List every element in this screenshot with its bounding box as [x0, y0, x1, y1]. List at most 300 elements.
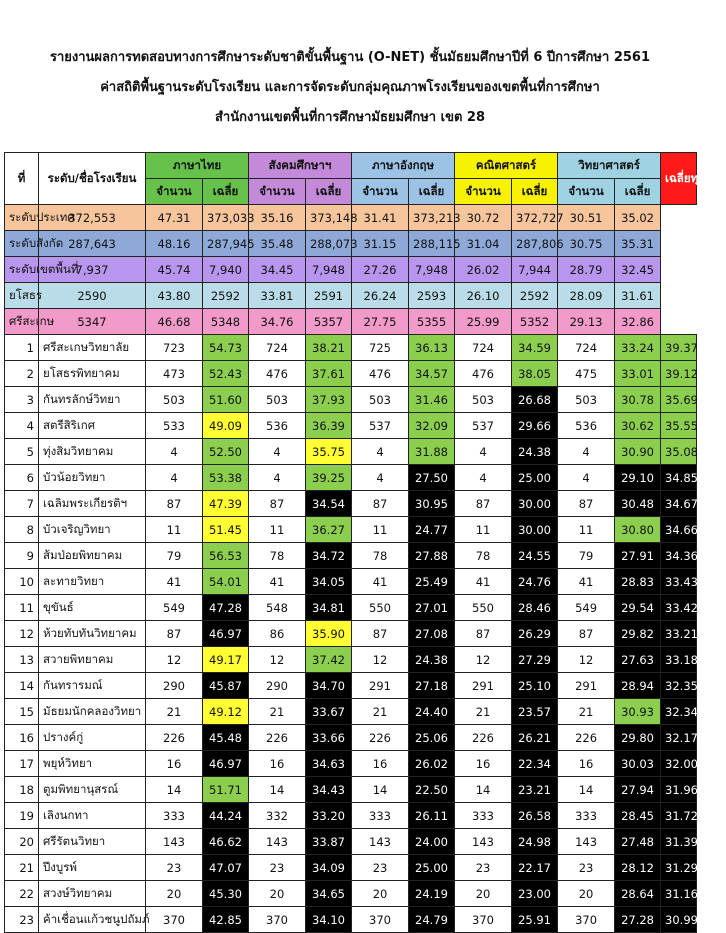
mean-cell: 45.87 [203, 673, 249, 699]
count-cell: 370 [558, 907, 615, 933]
count-cell: 537 [455, 413, 512, 439]
mean-cell: 31.46 [409, 387, 455, 413]
count-cell: 11 [249, 517, 306, 543]
count-cell: 78 [352, 543, 409, 569]
table-row [5, 673, 697, 699]
mean-cell: 54.01 [203, 569, 249, 595]
count-cell: 550 [455, 595, 512, 621]
table-row [5, 699, 697, 725]
overall-cell: 35.08 [661, 439, 697, 465]
mean-cell: 52.50 [203, 439, 249, 465]
count-cell: 226 [455, 725, 512, 751]
overall-header: เฉลี่ยทุกวิชา [661, 153, 697, 205]
mean-cell: 29.54 [615, 595, 661, 621]
count-cell: 41 [558, 569, 615, 595]
row-number: 11 [5, 595, 39, 621]
school-name: มัธยมนักคลองวิทยา [39, 699, 146, 725]
school-name: สวงษ์วิทยาคม [39, 881, 146, 907]
mean-header: เฉลี่ย [203, 179, 249, 205]
mean-cell: 49.09 [203, 413, 249, 439]
overall-cell: 31.16 [661, 881, 697, 907]
mean-cell: 49.12 [203, 699, 249, 725]
count-cell: 548 [249, 595, 306, 621]
count-cell: 20 [249, 881, 306, 907]
table-row [5, 491, 697, 517]
row-number: 19 [5, 803, 39, 829]
count-cell: 503 [455, 387, 512, 413]
count-header: จำนวน [146, 179, 203, 205]
mean-cell: 24.38 [512, 439, 558, 465]
mean-cell: 34.43 [306, 777, 352, 803]
row-number: 13 [5, 647, 39, 673]
count-cell: 370 [146, 907, 203, 933]
count-cell: 4 [455, 465, 512, 491]
school-name: บัวเจริญวิทยา [39, 517, 146, 543]
mean-cell: 28.79 [558, 257, 615, 283]
mean-cell: 36.27 [306, 517, 352, 543]
mean-cell: 42.85 [203, 907, 249, 933]
count-header: จำนวน [249, 179, 306, 205]
count-cell: 372,727 [512, 205, 558, 231]
count-cell: 291 [558, 673, 615, 699]
table-row [5, 439, 697, 465]
overall-cell: 31.96 [661, 777, 697, 803]
count-cell: 4 [558, 465, 615, 491]
mean-cell: 33.67 [306, 699, 352, 725]
school-name: ยโสธรพิทยาคม [39, 361, 146, 387]
count-cell: 16 [558, 751, 615, 777]
count-cell: 143 [558, 829, 615, 855]
mean-cell: 25.00 [409, 855, 455, 881]
school-name: ค้าเชื่อนแก้วชนูปถัมภ์ [39, 907, 146, 933]
mean-cell: 34.76 [249, 309, 306, 335]
table-row [5, 413, 697, 439]
count-cell: 20 [455, 881, 512, 907]
school-name: ส้มป่อยพิทยาคม [39, 543, 146, 569]
count-cell: 41 [249, 569, 306, 595]
count-cell: 2590 [39, 283, 146, 309]
mean-cell: 30.90 [615, 439, 661, 465]
count-cell: 21 [146, 699, 203, 725]
summary-row [5, 283, 697, 309]
count-cell: 724 [455, 335, 512, 361]
count-cell: 7,948 [409, 257, 455, 283]
count-cell: 23 [558, 855, 615, 881]
summary-label: ระดับสังกัด [5, 231, 39, 257]
mean-cell: 27.88 [409, 543, 455, 569]
count-cell: 14 [146, 777, 203, 803]
mean-header: เฉลี่ย [512, 179, 558, 205]
school-name: ขุขันธ์ [39, 595, 146, 621]
count-cell: 16 [352, 751, 409, 777]
count-cell: 503 [249, 387, 306, 413]
mean-cell: 26.11 [409, 803, 455, 829]
table-row [5, 517, 697, 543]
count-cell: 5352 [512, 309, 558, 335]
school-name: ละทายวิทยา [39, 569, 146, 595]
mean-cell: 45.74 [146, 257, 203, 283]
count-cell: 14 [558, 777, 615, 803]
mean-cell: 31.04 [455, 231, 512, 257]
count-cell: 20 [352, 881, 409, 907]
mean-cell: 48.16 [146, 231, 203, 257]
count-cell: 287,945 [203, 231, 249, 257]
table-row [5, 387, 697, 413]
mean-cell: 30.95 [409, 491, 455, 517]
subject-header-science: วิทยาศาสตร์ [558, 153, 661, 179]
row-number: 15 [5, 699, 39, 725]
mean-cell: 46.68 [146, 309, 203, 335]
mean-cell: 30.93 [615, 699, 661, 725]
count-cell: 2592 [203, 283, 249, 309]
mean-cell: 46.97 [203, 751, 249, 777]
count-cell: 2593 [409, 283, 455, 309]
overall-cell: 33.42 [661, 595, 697, 621]
count-cell: 23 [146, 855, 203, 881]
mean-cell: 47.28 [203, 595, 249, 621]
overall-cell: 32.17 [661, 725, 697, 751]
mean-cell: 24.76 [512, 569, 558, 595]
count-cell: 4 [146, 465, 203, 491]
overall-cell: 32.45 [615, 257, 661, 283]
school-name: กันทรลักษ์วิทยา [39, 387, 146, 413]
mean-cell: 47.39 [203, 491, 249, 517]
school-name: ปรางค์กู่ [39, 725, 146, 751]
mean-cell: 34.57 [409, 361, 455, 387]
count-cell: 226 [146, 725, 203, 751]
summary-label: ระดับเขตพื้นที่ [5, 257, 39, 283]
mean-cell: 33.81 [249, 283, 306, 309]
mean-cell: 53.38 [203, 465, 249, 491]
mean-cell: 27.26 [352, 257, 409, 283]
mean-cell: 27.75 [352, 309, 409, 335]
count-cell: 370 [352, 907, 409, 933]
mean-cell: 26.58 [512, 803, 558, 829]
count-cell: 12 [455, 647, 512, 673]
mean-cell: 34.59 [512, 335, 558, 361]
mean-cell: 47.07 [203, 855, 249, 881]
count-cell: 475 [558, 361, 615, 387]
table-row [5, 855, 697, 881]
mean-cell: 28.12 [615, 855, 661, 881]
school-name: ทุ่งสิมวิทยาคม [39, 439, 146, 465]
mean-cell: 54.73 [203, 335, 249, 361]
overall-cell: 39.37 [661, 335, 697, 361]
count-cell: 41 [146, 569, 203, 595]
mean-cell: 34.65 [306, 881, 352, 907]
mean-cell: 35.16 [249, 205, 306, 231]
title-line-3: สำนักงานเขตพื้นที่การศึกษามัธยมศึกษา เขต 28 [214, 110, 486, 125]
overall-cell: 31.39 [661, 829, 697, 855]
mean-cell: 24.79 [409, 907, 455, 933]
table-row [5, 829, 697, 855]
mean-cell: 22.17 [512, 855, 558, 881]
mean-cell: 36.13 [409, 335, 455, 361]
mean-cell: 30.80 [615, 517, 661, 543]
mean-cell: 27.01 [409, 595, 455, 621]
mean-cell: 22.50 [409, 777, 455, 803]
count-cell: 4 [249, 465, 306, 491]
row-number: 8 [5, 517, 39, 543]
index-header: ที่ [5, 153, 39, 205]
mean-cell: 49.17 [203, 647, 249, 673]
table-row [5, 595, 697, 621]
count-cell: 23 [455, 855, 512, 881]
count-cell: 78 [455, 543, 512, 569]
overall-cell: 34.67 [661, 491, 697, 517]
mean-cell: 27.28 [615, 907, 661, 933]
count-cell: 12 [352, 647, 409, 673]
count-cell: 288,115 [409, 231, 455, 257]
mean-cell: 30.78 [615, 387, 661, 413]
count-cell: 287,806 [512, 231, 558, 257]
count-cell: 23 [352, 855, 409, 881]
mean-cell: 24.55 [512, 543, 558, 569]
mean-cell: 24.38 [409, 647, 455, 673]
count-cell: 473 [146, 361, 203, 387]
count-cell: 724 [558, 335, 615, 361]
subject-header-social: สังคมศึกษาฯ [249, 153, 352, 179]
count-cell: 87 [249, 491, 306, 517]
count-cell: 291 [455, 673, 512, 699]
mean-cell: 52.43 [203, 361, 249, 387]
table-row [5, 647, 697, 673]
count-cell: 16 [146, 751, 203, 777]
overall-cell: 35.55 [661, 413, 697, 439]
mean-cell: 25.49 [409, 569, 455, 595]
count-cell: 11 [352, 517, 409, 543]
mean-cell: 46.62 [203, 829, 249, 855]
count-cell: 5348 [203, 309, 249, 335]
mean-cell: 34.09 [306, 855, 352, 881]
mean-cell: 30.03 [615, 751, 661, 777]
school-name: ห้วยทับทันวิทยาคม [39, 621, 146, 647]
summary-label: ศรีสะเกษ [5, 309, 39, 335]
mean-cell: 28.45 [615, 803, 661, 829]
mean-cell: 26.24 [352, 283, 409, 309]
mean-cell: 34.45 [249, 257, 306, 283]
overall-cell: 33.21 [661, 621, 697, 647]
mean-cell: 27.29 [512, 647, 558, 673]
mean-cell: 24.98 [512, 829, 558, 855]
mean-cell: 25.00 [512, 465, 558, 491]
mean-cell: 26.10 [455, 283, 512, 309]
count-header: จำนวน [455, 179, 512, 205]
mean-cell: 27.94 [615, 777, 661, 803]
count-header: จำนวน [558, 179, 615, 205]
table-row [5, 881, 697, 907]
mean-cell: 30.62 [615, 413, 661, 439]
count-cell: 41 [352, 569, 409, 595]
row-number: 17 [5, 751, 39, 777]
overall-cell: 34.66 [661, 517, 697, 543]
mean-cell: 45.30 [203, 881, 249, 907]
overall-cell: 31.29 [661, 855, 697, 881]
overall-cell: 30.99 [661, 907, 697, 933]
count-cell: 12 [249, 647, 306, 673]
count-cell: 41 [455, 569, 512, 595]
table-row [5, 465, 697, 491]
mean-cell: 31.15 [352, 231, 409, 257]
mean-cell: 34.81 [306, 595, 352, 621]
mean-cell: 27.91 [615, 543, 661, 569]
count-cell: 11 [146, 517, 203, 543]
mean-cell: 44.24 [203, 803, 249, 829]
table-row [5, 803, 697, 829]
school-rows [5, 335, 697, 933]
row-number: 14 [5, 673, 39, 699]
subject-header-english: ภาษาอังกฤษ [352, 153, 455, 179]
count-cell: 373,213 [409, 205, 455, 231]
count-cell: 2591 [306, 283, 352, 309]
mean-cell: 34.05 [306, 569, 352, 595]
mean-cell: 22.34 [512, 751, 558, 777]
mean-cell: 34.54 [306, 491, 352, 517]
count-cell: 20 [558, 881, 615, 907]
mean-cell: 33.20 [306, 803, 352, 829]
mean-cell: 27.18 [409, 673, 455, 699]
overall-cell: 39.12 [661, 361, 697, 387]
row-number: 3 [5, 387, 39, 413]
count-cell: 549 [146, 595, 203, 621]
row-number: 20 [5, 829, 39, 855]
mean-cell: 30.00 [512, 491, 558, 517]
mean-cell: 23.57 [512, 699, 558, 725]
count-cell: 4 [249, 439, 306, 465]
summary-row [5, 231, 697, 257]
onet-results-table [4, 152, 726, 933]
mean-cell: 25.91 [512, 907, 558, 933]
count-cell: 143 [249, 829, 306, 855]
overall-cell: 32.34 [661, 699, 697, 725]
count-cell: 87 [455, 621, 512, 647]
mean-cell: 46.97 [203, 621, 249, 647]
count-cell: 4 [455, 439, 512, 465]
mean-cell: 30.72 [455, 205, 512, 231]
mean-cell: 26.21 [512, 725, 558, 751]
count-cell: 143 [146, 829, 203, 855]
row-number: 10 [5, 569, 39, 595]
row-number: 18 [5, 777, 39, 803]
count-cell: 5357 [306, 309, 352, 335]
summary-row [5, 257, 697, 283]
count-cell: 87 [558, 491, 615, 517]
school-name: เลิงนกทา [39, 803, 146, 829]
count-cell: 476 [455, 361, 512, 387]
overall-cell: 35.02 [615, 205, 661, 231]
count-cell: 16 [249, 751, 306, 777]
mean-cell: 38.05 [512, 361, 558, 387]
mean-cell: 31.41 [352, 205, 409, 231]
school-name: ศรีสะเกษวิทยาลัย [39, 335, 146, 361]
mean-cell: 30.00 [512, 517, 558, 543]
mean-header: เฉลี่ย [615, 179, 661, 205]
count-cell: 503 [558, 387, 615, 413]
count-cell: 291 [352, 673, 409, 699]
count-cell: 79 [146, 543, 203, 569]
mean-cell: 28.64 [615, 881, 661, 907]
mean-cell: 29.80 [615, 725, 661, 751]
overall-cell: 33.18 [661, 647, 697, 673]
count-header: จำนวน [352, 179, 409, 205]
school-name: ปึงบูรพ์ [39, 855, 146, 881]
mean-cell: 23.21 [512, 777, 558, 803]
table-row [5, 725, 697, 751]
mean-cell: 51.60 [203, 387, 249, 413]
count-cell: 7,948 [306, 257, 352, 283]
row-number: 16 [5, 725, 39, 751]
count-cell: 370 [455, 907, 512, 933]
row-number: 7 [5, 491, 39, 517]
mean-cell: 33.87 [306, 829, 352, 855]
title-line-1: รายงานผลการทดสอบทางการศึกษาระดับชาติขั้นพื้นฐาน (O-NET) ชั้นมัธยมศึกษาปีที่ 6 ปีการศึกษา 2561 [49, 50, 651, 65]
count-cell: 14 [249, 777, 306, 803]
row-number: 23 [5, 907, 39, 933]
school-name: สวายพิทยาคม [39, 647, 146, 673]
overall-cell: 34.85 [661, 465, 697, 491]
mean-cell: 30.75 [558, 231, 615, 257]
mean-cell: 32.09 [409, 413, 455, 439]
count-cell: 143 [352, 829, 409, 855]
count-cell: 503 [146, 387, 203, 413]
school-name: เฉลิมพระเกียรติฯ [39, 491, 146, 517]
count-cell: 537 [352, 413, 409, 439]
overall-cell: 32.00 [661, 751, 697, 777]
subject-header-math: คณิตศาสตร์ [455, 153, 558, 179]
title-line-2: ค่าสถิติพื้นฐานระดับโรงเรียน และการจัดระดับกลุ่มคุณภาพโรงเรียนของเขตพื้นที่การศึกษา [100, 80, 600, 95]
table-row [5, 543, 697, 569]
row-number: 1 [5, 335, 39, 361]
count-cell: 533 [146, 413, 203, 439]
level-name-header: ระดับ/ชื่อโรงเรียน [39, 153, 146, 205]
mean-cell: 37.61 [306, 361, 352, 387]
count-cell: 87 [146, 491, 203, 517]
mean-cell: 27.48 [615, 829, 661, 855]
count-cell: 87 [146, 621, 203, 647]
overall-cell: 31.61 [615, 283, 661, 309]
mean-cell: 34.10 [306, 907, 352, 933]
count-cell: 226 [352, 725, 409, 751]
mean-cell: 30.51 [558, 205, 615, 231]
count-cell: 723 [146, 335, 203, 361]
mean-cell: 24.00 [409, 829, 455, 855]
school-name: ตูมพิทยานุสรณ์ [39, 777, 146, 803]
count-cell: 23 [249, 855, 306, 881]
count-cell: 12 [146, 647, 203, 673]
mean-cell: 31.88 [409, 439, 455, 465]
mean-cell: 35.90 [306, 621, 352, 647]
mean-cell: 24.40 [409, 699, 455, 725]
mean-cell: 29.66 [512, 413, 558, 439]
mean-cell: 34.70 [306, 673, 352, 699]
mean-cell: 51.71 [203, 777, 249, 803]
count-cell: 7,940 [203, 257, 249, 283]
mean-cell: 39.25 [306, 465, 352, 491]
row-number: 9 [5, 543, 39, 569]
count-cell: 86 [249, 621, 306, 647]
mean-cell: 29.13 [558, 309, 615, 335]
mean-cell: 43.80 [146, 283, 203, 309]
count-cell: 725 [352, 335, 409, 361]
mean-cell: 56.53 [203, 543, 249, 569]
count-cell: 226 [249, 725, 306, 751]
mean-cell: 34.63 [306, 751, 352, 777]
count-cell: 7,937 [39, 257, 146, 283]
count-cell: 290 [146, 673, 203, 699]
count-cell: 333 [558, 803, 615, 829]
count-cell: 332 [249, 803, 306, 829]
count-cell: 287,643 [39, 231, 146, 257]
